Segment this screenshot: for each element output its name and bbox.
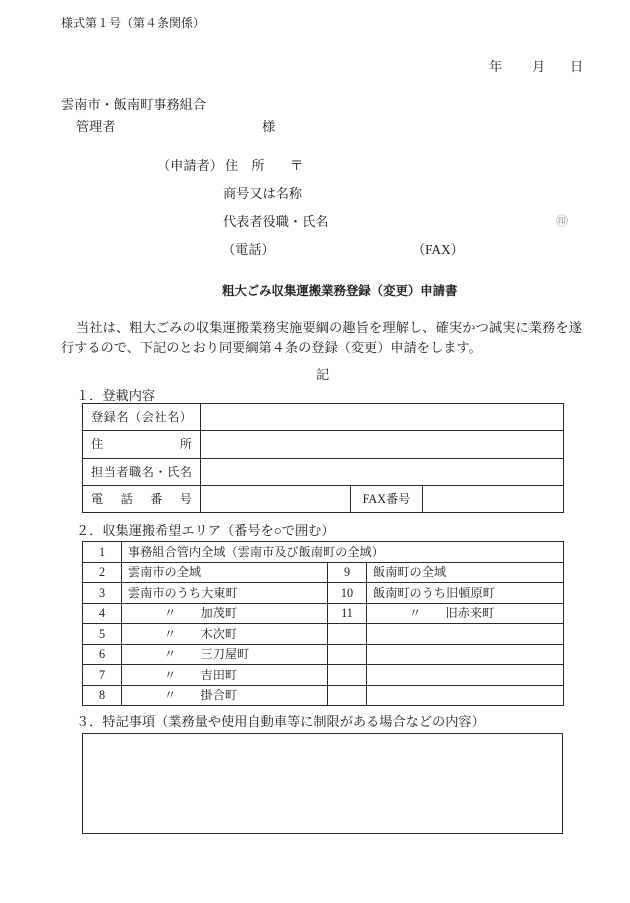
area-name: 飯南町のうち旧頓原町 (367, 583, 564, 604)
empty-cell (367, 624, 564, 645)
address-label: 住 所 (83, 431, 201, 458)
date-day-label: 日 (570, 58, 584, 74)
fax-label: FAX番号 (351, 485, 423, 512)
applicant-representative-label: 代表者役職・氏名 (223, 213, 329, 229)
date-month-label: 月 (532, 58, 546, 74)
phone-field (201, 485, 351, 512)
section2-heading: ２．収集運搬希望エリア（番号を○で囲む） (76, 522, 335, 538)
empty-cell (328, 624, 367, 645)
empty-cell (328, 644, 367, 665)
section1-heading: １．登載内容 (76, 387, 156, 403)
area-number: 1 (83, 542, 122, 563)
area-name: 〃 旧赤来町 (367, 603, 564, 624)
area-number: 4 (83, 603, 122, 624)
area-number: 8 (83, 685, 122, 706)
addressee-honorific: 様 (262, 119, 276, 134)
area-name: 〃 木次町 (122, 624, 328, 645)
table-row (83, 685, 564, 706)
area-number: 9 (328, 562, 367, 583)
addressee-title: 管理者 (76, 119, 116, 134)
empty-cell (367, 665, 564, 686)
company-name-label: 登録名（会社名） (83, 404, 201, 431)
empty-cell (328, 665, 367, 686)
contact-person-label: 担当者職名・氏名 (83, 458, 201, 485)
area-name: 〃 吉田町 (122, 665, 328, 686)
table-row (83, 562, 564, 583)
phone-label: 電 話 番 号 (83, 485, 201, 512)
table-row (83, 624, 564, 645)
body-paragraph-line: 当社は、粗大ごみの収集運搬業務実施要綱の趣旨を理解し、確実かつ誠実に業務を遂 (76, 319, 582, 335)
table-row (83, 458, 564, 485)
area-number: 7 (83, 665, 122, 686)
table-row (83, 603, 564, 624)
seal-icon: ㊞ (556, 214, 569, 228)
empty-cell (367, 685, 564, 706)
postal-mark-icon: 〒 (290, 158, 304, 173)
applicant-label: （申請者） (157, 158, 223, 173)
fax-field (423, 485, 564, 512)
table-row (83, 485, 564, 512)
table-row (83, 583, 564, 604)
applicant-phone-label: （電話） (222, 241, 275, 257)
date-year-label: 年 (489, 58, 503, 74)
area-number: 2 (83, 562, 122, 583)
table-row (83, 542, 564, 563)
area-name: 飯南町の全域 (367, 562, 564, 583)
area-name: 事務組合管内全域（雲南市及び飯南町の全域） (122, 542, 564, 563)
empty-cell (367, 644, 564, 665)
applicant-company-label: 商号又は名称 (223, 186, 303, 201)
special-notes-box (82, 733, 563, 834)
applicant-fax-label: （FAX） (412, 241, 464, 257)
area-number: 11 (328, 603, 367, 624)
addressee-organization: 雲南市・飯南町事務組合 (61, 97, 207, 112)
contact-person-field (201, 458, 564, 485)
section3-heading: ３．特記事項（業務量や使用自動車等に制限がある場合などの内容） (76, 713, 485, 729)
applicant-address-label: 住 所 (225, 158, 265, 173)
table-row (83, 665, 564, 686)
area-name: 〃 加茂町 (122, 603, 328, 624)
table-row (83, 644, 564, 665)
area-number: 3 (83, 583, 122, 604)
area-number: 6 (83, 644, 122, 665)
collection-area-table (82, 541, 564, 706)
company-name-field (201, 404, 564, 431)
address-field (201, 431, 564, 458)
empty-cell (328, 685, 367, 706)
area-number: 5 (83, 624, 122, 645)
form-number: 様式第１号（第４条関係） (61, 16, 206, 30)
area-name: 雲南市の全域 (122, 562, 328, 583)
table-row (83, 431, 564, 458)
area-name: 〃 掛合町 (122, 685, 328, 706)
body-paragraph-line: 行するので、下記のとおり同要綱第４条の登録（変更）申請をします。 (61, 339, 482, 355)
area-name: 〃 三刀屋町 (122, 644, 328, 665)
area-name: 雲南市のうち大東町 (122, 583, 328, 604)
table-row (83, 404, 564, 431)
registration-details-table (82, 403, 564, 513)
document-title: 粗大ごみ収集運搬業務登録（変更）申請書 (222, 284, 458, 298)
area-number: 10 (328, 583, 367, 604)
note-mark: 記 (316, 366, 330, 382)
